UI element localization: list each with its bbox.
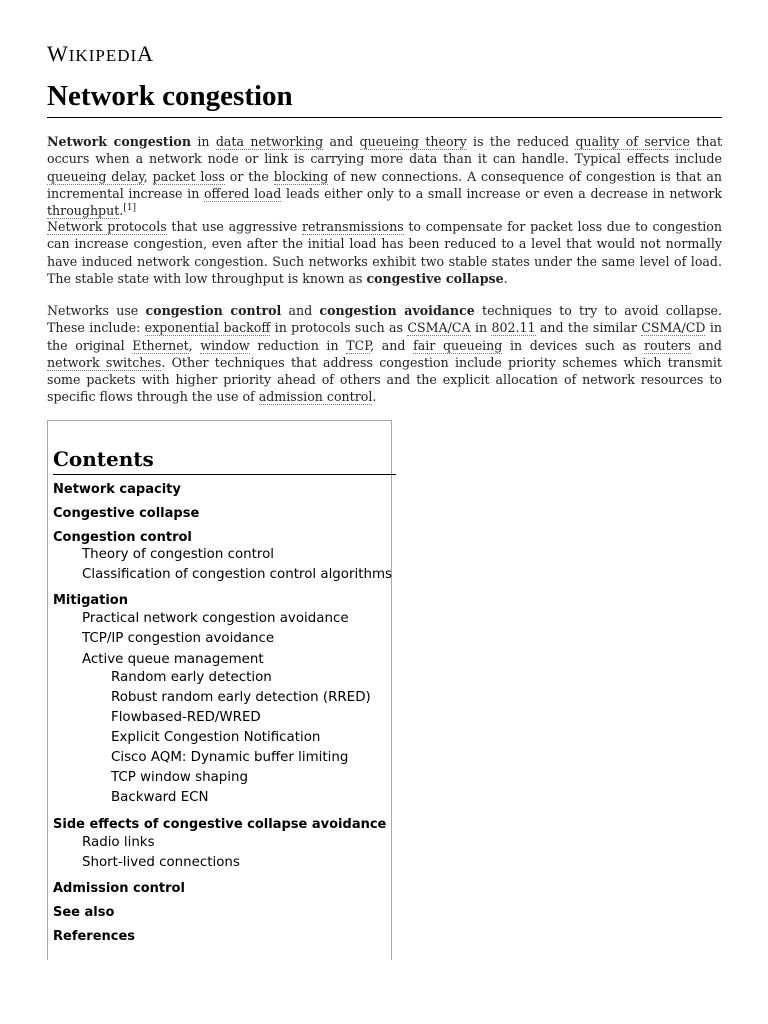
text: to compensate for packet loss due to congestion can increase congestion, even after the initial load has been reduced to a level that would not normally have induced network congestion. Such networks exhibit two stable states under the same level of load. The stable state with low throughput is known as xyxy=(47,219,722,286)
text: . xyxy=(372,389,377,405)
link-routers[interactable]: routers xyxy=(643,337,691,353)
link-queueing-delay[interactable]: queueing delay xyxy=(47,168,144,184)
text: . xyxy=(119,203,124,219)
link-window[interactable]: window xyxy=(200,337,250,353)
text: leads either only to a small increase or even a decrease in network xyxy=(281,185,722,201)
link-blocking[interactable]: blocking xyxy=(273,168,329,184)
toc-entry[interactable]: Active queue management xyxy=(82,652,264,667)
text: that occurs when a network node or link is carrying more data than it can handle. Typical effects include xyxy=(47,134,723,167)
link-quality-of-service[interactable]: quality of service xyxy=(575,134,690,149)
text: in devices such as xyxy=(502,337,644,353)
link-ethernet[interactable]: Ethernet xyxy=(132,337,189,353)
link-network-protocols[interactable]: Network protocols xyxy=(47,219,167,234)
toc-entry[interactable]: Random early detection xyxy=(111,670,272,685)
text: reduction in xyxy=(249,337,347,353)
toc-title: Contents xyxy=(53,445,396,475)
wikipedia-logo[interactable] xyxy=(47,41,154,67)
link-data-networking[interactable]: data networking xyxy=(215,134,324,149)
link-queueing-theory[interactable]: queueing theory xyxy=(359,134,467,149)
bold-term: congestion control xyxy=(145,303,282,318)
text: , xyxy=(188,337,201,353)
text: in the original xyxy=(47,320,722,353)
paragraph-intro xyxy=(47,133,722,219)
toc-entry[interactable]: Admission control xyxy=(53,881,185,896)
toc-entry[interactable]: Congestion control xyxy=(53,530,192,545)
text: and the similar xyxy=(535,320,642,336)
link-throughput[interactable]: throughput xyxy=(47,203,120,219)
text: . Other techniques that address congestion include priority schemes which transmit some packets with higher priority ahead of others and the explicit allocation of network resources to specific flows through the use of xyxy=(47,354,722,405)
toc-entry[interactable]: Theory of congestion control xyxy=(82,547,275,562)
link-network-switches[interactable]: network switches xyxy=(47,354,162,370)
link-offered-load[interactable]: offered load xyxy=(203,185,282,201)
toc-entry[interactable]: References xyxy=(53,929,136,944)
link-packet-loss[interactable]: packet loss xyxy=(152,168,225,184)
toc-entry[interactable]: Network capacity xyxy=(53,482,181,497)
toc-entry[interactable]: Cisco AQM: Dynamic buffer limiting xyxy=(111,750,349,765)
text: , xyxy=(143,168,153,184)
paragraph-collapse xyxy=(47,218,722,287)
toc-entry[interactable]: Side effects of congestive collapse avoidance xyxy=(53,817,387,832)
text: in xyxy=(470,320,492,336)
text: , and xyxy=(370,337,414,353)
link-retransmissions[interactable]: retransmissions xyxy=(301,219,404,234)
text: that use aggressive xyxy=(166,219,302,234)
toc-entry[interactable]: Robust random early detection (RRED) xyxy=(111,690,371,705)
text: and xyxy=(281,303,320,318)
text: of new connections. A consequence of congestion is that an incremental increase in xyxy=(47,168,722,201)
link-csma-ca[interactable]: CSMA/CA xyxy=(407,320,471,336)
toc-entry[interactable]: Radio links xyxy=(82,835,155,850)
table-of-contents xyxy=(47,420,392,960)
text: and xyxy=(690,337,722,353)
logo-letter-w: W xyxy=(47,41,69,66)
bold-term: Network congestion xyxy=(47,134,191,149)
paragraph-control xyxy=(47,302,722,406)
bold-term: congestion avoidance xyxy=(319,303,475,318)
toc-entry[interactable]: Congestive collapse xyxy=(53,506,200,521)
link-csma-cd[interactable]: CSMA/CD xyxy=(641,320,706,336)
link-80211[interactable]: 802.11 xyxy=(491,320,536,336)
toc-entry[interactable]: Mitigation xyxy=(53,593,128,608)
logo-letter-a: A xyxy=(137,41,155,66)
text: . xyxy=(503,270,508,286)
toc-entry[interactable]: Backward ECN xyxy=(111,790,209,805)
text: techniques to try to avoid collapse. These include: xyxy=(47,303,723,336)
toc-entry[interactable]: Flowbased-RED/WRED xyxy=(111,710,261,725)
toc-entry[interactable]: Short-lived connections xyxy=(82,855,240,870)
toc-entry[interactable]: Practical network congestion avoidance xyxy=(82,611,349,626)
text: or the xyxy=(224,168,274,184)
reference-1[interactable]: [1] xyxy=(123,203,137,213)
toc-entry[interactable]: TCP/IP congestion avoidance xyxy=(82,631,275,646)
link-tcp[interactable]: TCP xyxy=(346,337,371,353)
text: Networks use xyxy=(47,303,146,318)
text: is the reduced xyxy=(466,134,576,149)
bold-term: congestive collapse xyxy=(366,270,504,286)
toc-entry[interactable]: Explicit Congestion Notification xyxy=(111,730,321,745)
logo-letters: IKIPEDI xyxy=(68,46,138,65)
toc-entry[interactable]: TCP window shaping xyxy=(111,770,249,785)
link-exponential-backoff[interactable]: exponential backoff xyxy=(144,320,271,336)
link-admission-control[interactable]: admission control xyxy=(258,389,373,405)
text: in xyxy=(190,134,216,149)
link-fair-queueing[interactable]: fair queueing xyxy=(413,337,503,353)
text: in protocols such as xyxy=(270,320,408,336)
toc-entry[interactable]: See also xyxy=(53,905,115,920)
page-title: Network congestion xyxy=(47,78,722,118)
text: and xyxy=(323,134,360,149)
toc-entry[interactable]: Classification of congestion control algorithms xyxy=(82,567,392,582)
